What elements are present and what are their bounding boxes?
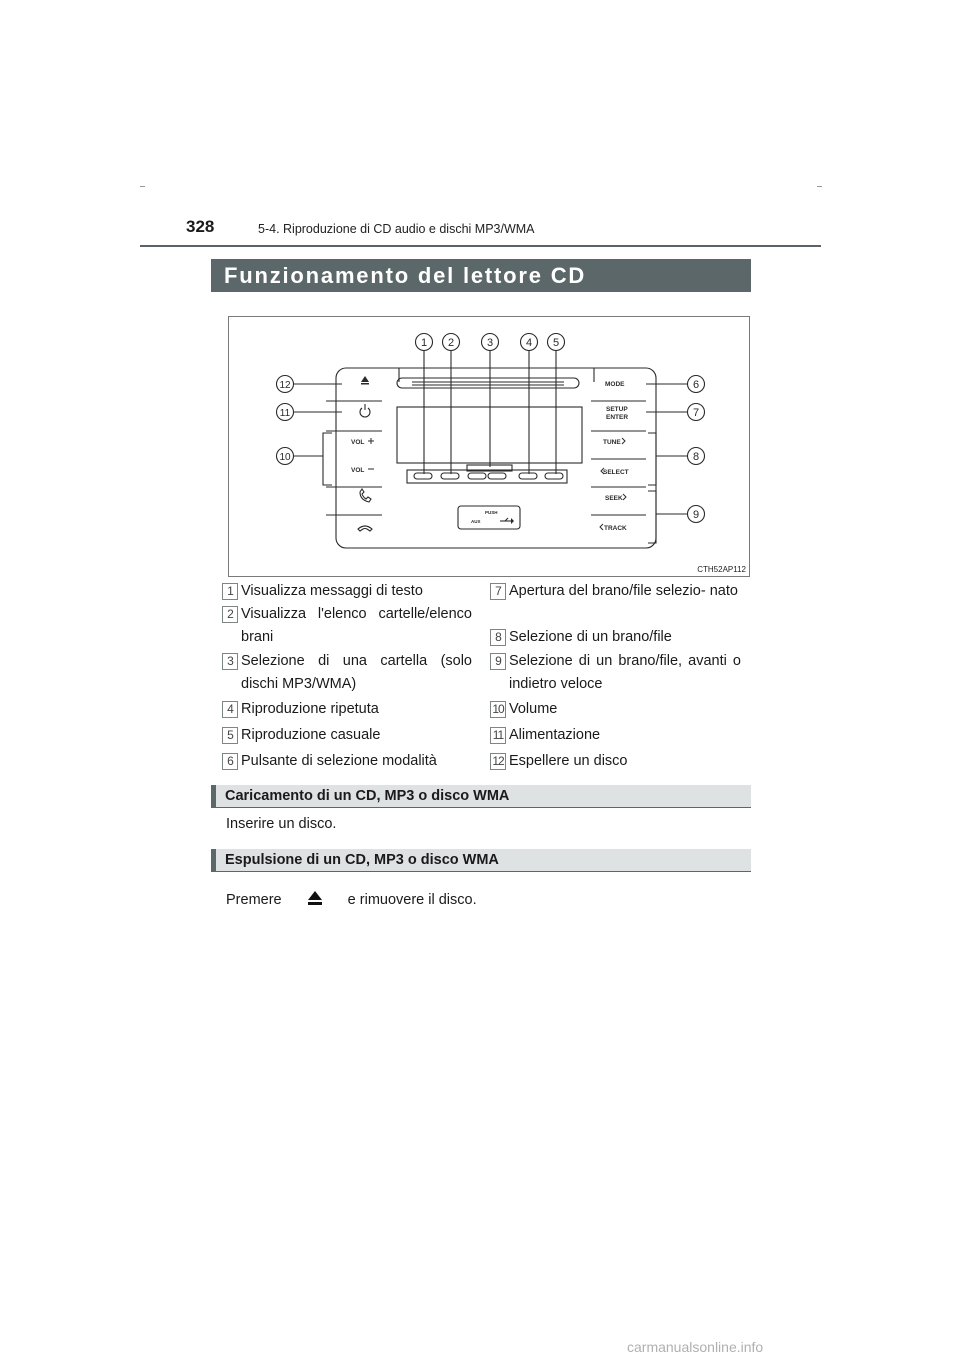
setup-label: SETUP [606,406,628,413]
section-title: Funzionamento del lettore CD [211,259,751,292]
legend-text: Apertura del brano/file selezio- nato [509,583,738,599]
legend-text: Espellere un disco [509,753,628,769]
callout-6: 6 [692,379,700,391]
eject-icon [361,376,369,382]
vol-plus-label: VOL [351,439,365,446]
legend-number: 11 [490,727,506,744]
eject-text-after: e rimuovere il disco. [347,892,477,908]
callout-11: 11 [279,408,291,419]
callout-4: 4 [525,337,533,349]
enter-label: ENTER [606,414,629,421]
push-label: PUSH [485,510,498,515]
eject-text-before: Premere [226,892,282,908]
legend-text: Riproduzione casuale [241,727,381,743]
callout-5: 5 [552,337,560,349]
chapter-title: 5-4. Riproduzione di CD audio e dischi MP3/WMA [258,222,535,236]
page-number: 328 [186,217,215,236]
legend-number: 8 [490,629,506,646]
legend-text: Volume [509,701,558,717]
callout-9: 9 [692,509,700,521]
legend-number: 1 [222,583,238,600]
legend-number: 2 [222,606,238,623]
legend-number: 5 [222,727,238,744]
callout-3: 3 [486,337,494,349]
cd-player-figure [228,316,750,577]
callout-7: 7 [692,407,700,419]
crop-mark [140,186,145,187]
track-label: TRACK [604,525,627,532]
select-label: SELECT [603,469,629,476]
legend-text: Riproduzione ripetuta [241,701,379,717]
vol-minus-label: VOL [351,467,365,474]
cd-player-diagram [229,317,751,578]
legend-text: Visualizza messaggi di testo [241,583,423,599]
legend-text: Pulsante di selezione modalità [241,753,437,769]
header-rule [140,245,821,247]
legend-text: Selezione di un brano/file, avanti o indietro veloce [509,653,741,692]
legend-number: 7 [490,583,506,600]
figure-code: CTH52AP112 [697,565,746,574]
tune-label: TUNE [603,439,621,446]
section-heading-load: Caricamento di un CD, MP3 o disco WMA [211,785,751,808]
callout-8: 8 [692,451,700,463]
load-instruction: Inserire un disco. [226,816,337,832]
callout-10: 10 [279,452,291,463]
eject-instruction [226,889,477,911]
legend-number: 12 [490,753,506,770]
mode-label: MODE [605,381,625,388]
legend-number: 4 [222,701,238,718]
legend-text: Visualizza l'elenco cartelle/elenco brani [241,606,472,645]
legend-text: Alimentazione [509,727,601,743]
callout-12: 12 [279,380,291,391]
legend-text: Selezione di una cartella (solo dischi MP3/WMA) [241,653,472,692]
seek-label: SEEK [605,495,623,502]
legend-number: 6 [222,753,238,770]
legend-text: Selezione di un brano/file [509,629,672,645]
legend-number: 3 [222,653,238,670]
callout-2: 2 [447,337,455,349]
footer-watermark: carmanualsonline.info [627,1339,764,1355]
legend-number: 9 [490,653,506,670]
callout-1: 1 [420,337,428,349]
eject-icon [286,889,344,911]
section-heading-eject: Espulsione di un CD, MP3 o disco WMA [211,849,751,872]
aux-label: AUX [471,519,481,524]
legend-number: 10 [490,701,506,718]
crop-mark [817,186,822,187]
